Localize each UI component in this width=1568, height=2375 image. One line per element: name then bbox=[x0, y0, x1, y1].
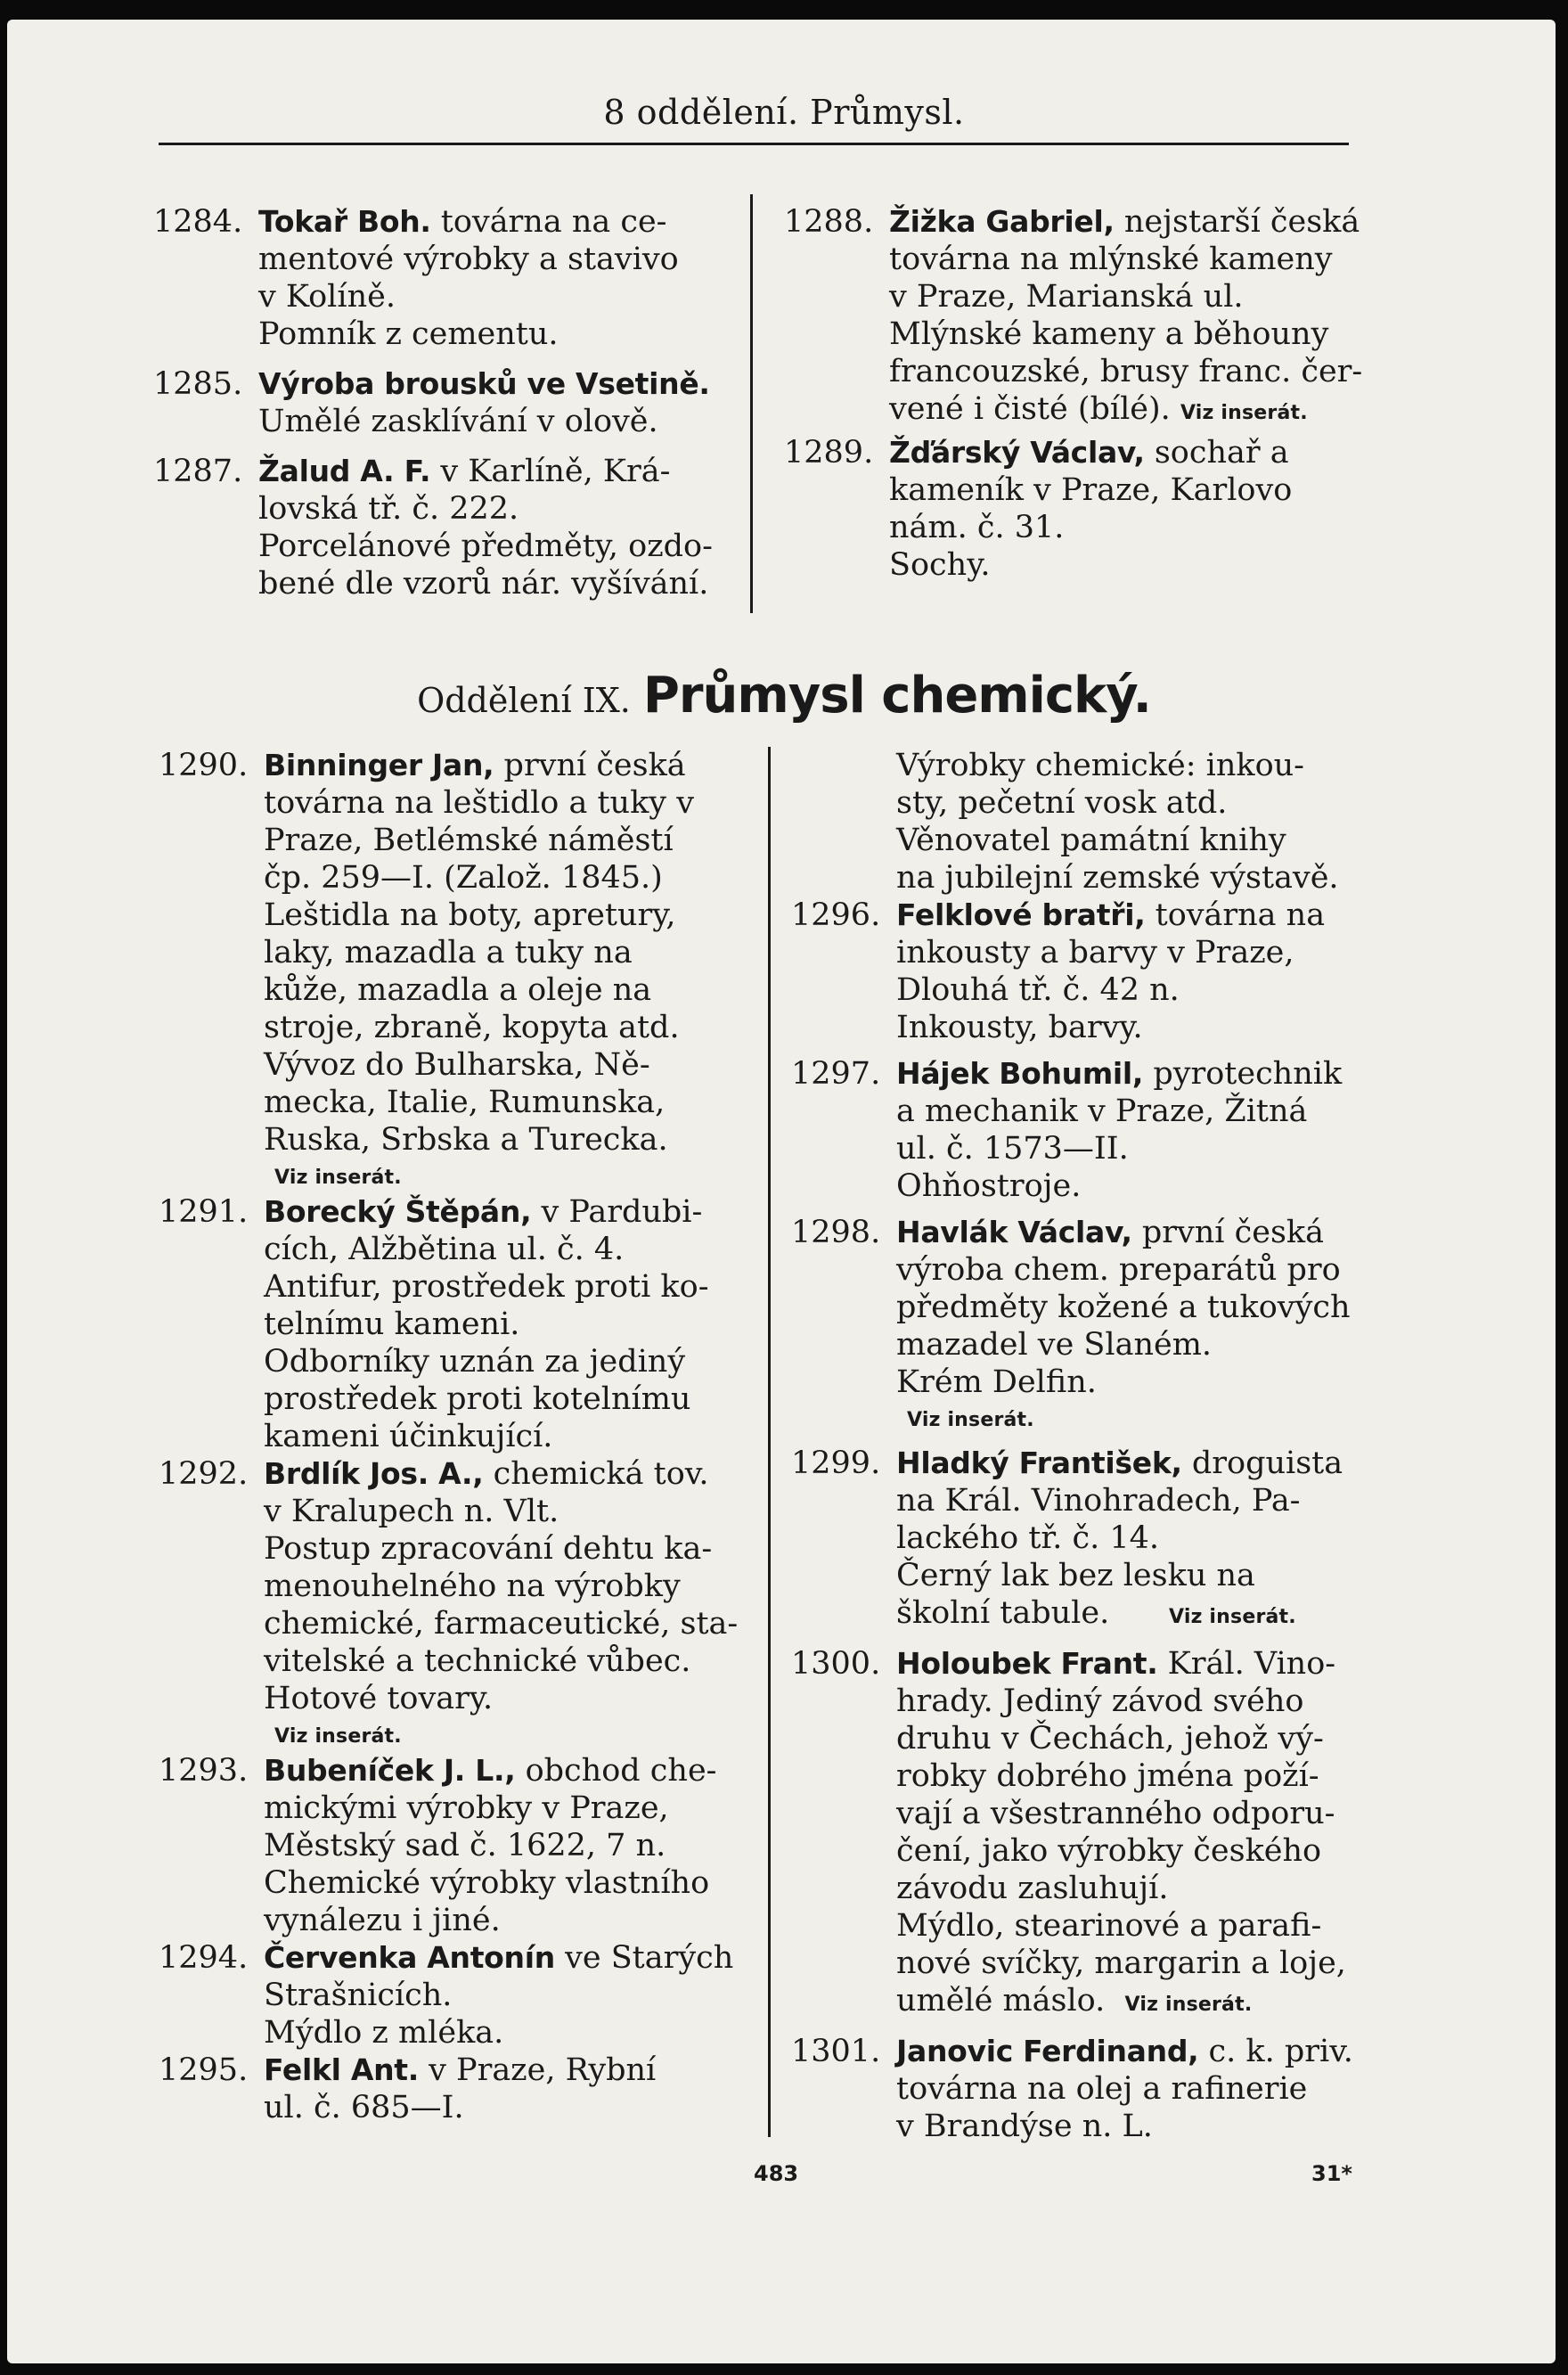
entry-1293: 1293. Bubeníček J. L., obchod che- mickými výrobky v Praze, Městský sad č. 1622, 7 n. Chemické výrobky vlastního vynálezu i jiné. bbox=[159, 1753, 717, 1938]
entry-1285: 1285. Výroba brousků ve Vsetině. Umělé zasklívání v olově. bbox=[153, 366, 710, 439]
entry-1290: 1290. Binninger Jan, první česká továrna na leštidlo a tuky v Praze, Betlémské náměstí čp. 259—I. (Založ. 1845.) Leštidla na boty, apretury, laky, mazadla a tuky na kůže, mazadla a oleje na stroje, zbraně, kopyta atd. Vývoz do Bulharska, Ně- mecka, Italie, Rumunska, Ruska, Srbska a Turecka. Viz inserát. bbox=[159, 748, 694, 1189]
top-right-column bbox=[784, 203, 1372, 584]
inserat-note: Viz inserát. bbox=[1180, 402, 1308, 424]
inserat-note: Viz inserát. bbox=[274, 1167, 402, 1189]
entry-1298: 1298. Havlák Václav, první česká výroba chem. preparátů pro předměty kožené a tukových mazadel ve Slaném. Krém Delfin. Viz inserát. bbox=[791, 1215, 1351, 1431]
top-left-column bbox=[153, 203, 759, 602]
left-column bbox=[159, 747, 764, 2126]
section-heading bbox=[0, 667, 1568, 725]
entry-1287: 1287. Žalud A. F. v Karlíně, Krá- lovská tř. č. 222. Porcelánové předměty, ozdo- bené dle vzorů nár. vyšívání. bbox=[153, 454, 713, 602]
entry-1294: 1294. Červenka Antonín ve Starých Strašnicích. Mýdlo z mléka. bbox=[159, 1940, 734, 2051]
header-rule bbox=[159, 143, 1349, 145]
inserat-note: Viz inserát. bbox=[274, 1725, 402, 1748]
inserat-note: Viz inserát. bbox=[907, 1409, 1034, 1431]
inserat-note: Viz inserát. bbox=[1124, 1994, 1253, 2016]
entry-1301: 1301. Janovic Ferdinand, c. k. priv. továrna na olej a rafinerie v Brandýse n. L. bbox=[791, 2034, 1353, 2144]
section-label: Oddělení IX. bbox=[417, 681, 631, 720]
entry-1297: 1297. Hájek Bohumil, pyrotechnik a mechanik v Praze, Žitná ul. č. 1573—II. Ohňostroje. bbox=[791, 1056, 1343, 1204]
entry-1300: 1300. Holoubek Frant. Král. Vino- hrady. Jediný závod svého druhu v Čechách, jehož vý- robky dobrého jména poží- vají a všestranného odporu- čení, jako výrobky českého závodu zasluhují. Mýdlo, stearinové a parafi- nové svíčky, margarin a loje, umělé máslo. Viz inserát. bbox=[791, 1646, 1346, 2019]
entry-1299: 1299. Hladký František, droguista na Král. Vinohradech, Pa- lackého tř. č. 14. Černý lak bez lesku na školní tabule. Viz inserát. bbox=[791, 1445, 1343, 1631]
page-number: 483 bbox=[754, 2161, 799, 2186]
entry-1292: 1292. Brdlík Jos. A., chemická tov. v Kralupech n. Vlt. Postup zpracování dehtu ka- menouhelného na výrobky chemické, farmaceutické, sta- vitelské a technické vůbec. Hotové tovary. Viz inserát. bbox=[159, 1456, 739, 1748]
section-title: Průmysl chemický. bbox=[642, 667, 1151, 725]
entry-1296: 1296. Felklové bratři, továrna na inkousty a barvy v Praze, Dlouhá tř. č. 42 n. Inkousty, barvy. bbox=[791, 897, 1326, 1045]
entry-1295: 1295. Felkl Ant. v Praze, Rybní ul. č. 685—I. bbox=[159, 2052, 657, 2125]
entry-1288: 1288. Žižka Gabriel, nejstarší česká továrna na mlýnské kameny v Praze, Marianská ul. Mlýnské kameny a běhouny francouzské, brusy franc. čer- vené i čisté (bílé). Viz inserát. bbox=[784, 204, 1363, 427]
entry-1284: 1284. Tokař Boh. továrna na ce- mentové výrobky a stavivo v Kolíně. Pomník z cementu. bbox=[153, 204, 679, 352]
top-column-rule bbox=[750, 194, 753, 613]
entry-1289: 1289. Žďárský Václav, sochař a kameník v Praze, Karlovo nám. č. 31. Sochy. bbox=[784, 435, 1293, 583]
right-column bbox=[791, 747, 1379, 2145]
entry-1291: 1291. Borecký Štěpán, v Pardubi- cích, Alžbětina ul. č. 4. Antifur, prostředek proti ko- telnímu kameni. Odborníky uznán za jediný prostředek proti kotelnímu kameni účinkující. bbox=[159, 1194, 709, 1454]
running-head: 8 oddělení. Průmysl. bbox=[603, 93, 965, 132]
signature-mark: 31* bbox=[1311, 2161, 1352, 2186]
column-rule bbox=[768, 747, 771, 2137]
inserat-note: Viz inserát. bbox=[1168, 1606, 1296, 1628]
entry-continuation: Výrobky chemické: inkou- sty, pečetní vosk atd. Věnovatel památní knihy na jubilejní zemské výstavě. bbox=[896, 748, 1339, 896]
